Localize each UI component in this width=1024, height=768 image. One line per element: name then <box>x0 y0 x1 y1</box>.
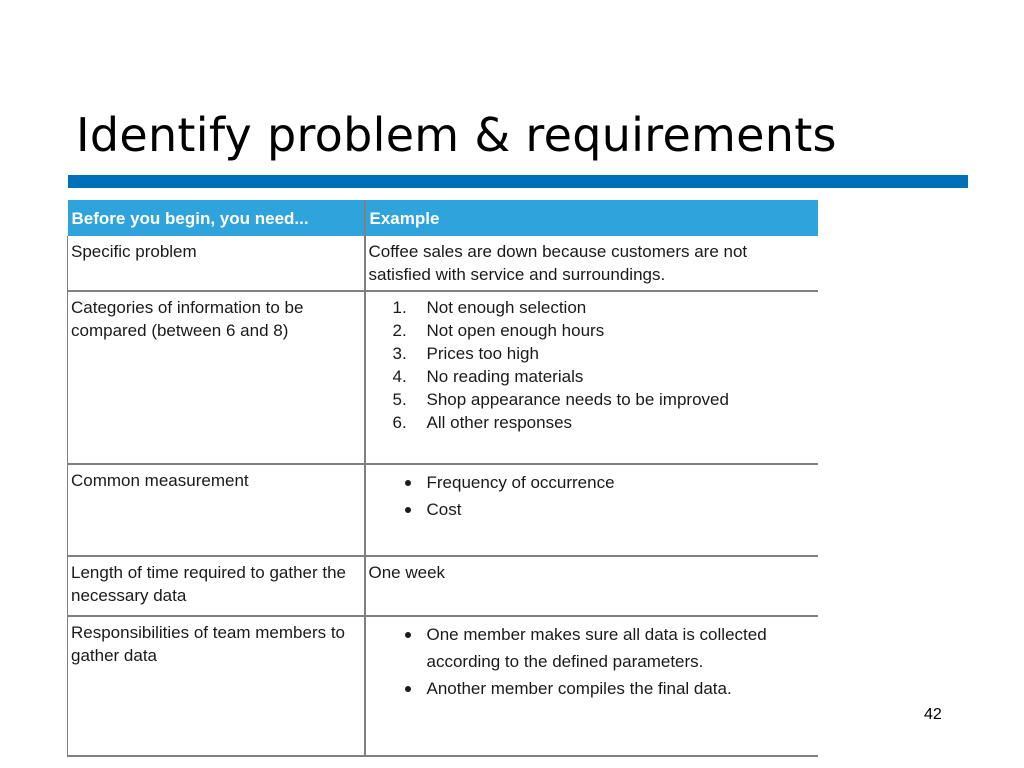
list-item <box>369 675 814 702</box>
column-header-example: Example <box>365 200 818 236</box>
column-header-requirement: Before you begin, you need... <box>68 200 365 236</box>
categories-numbered-list <box>369 296 814 434</box>
table-row-specific-problem <box>68 236 818 291</box>
bullet-icon <box>405 632 411 638</box>
list-item <box>369 342 814 365</box>
list-item-text: Cost <box>426 500 462 519</box>
table-row-common-measurement <box>68 464 818 556</box>
slide-title: Identify problem & requirements <box>76 108 837 162</box>
row-label: Categories of information to be compared (between 6 and 8) <box>68 291 365 464</box>
list-number: 2. <box>392 321 407 340</box>
list-item <box>369 296 814 319</box>
list-number: 5. <box>392 390 407 409</box>
responsibilities-bullet-list <box>369 621 814 702</box>
row-example: One week <box>365 556 818 616</box>
list-item-text: Not open enough hours <box>426 321 605 340</box>
row-example <box>365 464 818 556</box>
list-item-text: Prices too high <box>426 344 539 363</box>
list-item-text: All other responses <box>426 413 573 432</box>
list-item <box>369 365 814 388</box>
bullet-icon <box>405 480 411 486</box>
table-row-responsibilities <box>68 616 818 756</box>
bullet-icon <box>405 686 411 692</box>
list-item-text: Shop appearance needs to be improved <box>426 390 729 409</box>
list-number: 6. <box>392 413 407 432</box>
row-example: Coffee sales are down because customers are not satisfied with service and surroundings. <box>365 236 818 291</box>
list-item <box>369 496 814 523</box>
row-example <box>365 616 818 756</box>
list-item <box>369 388 814 411</box>
row-example <box>365 291 818 464</box>
list-item-text: Not enough selection <box>426 298 587 317</box>
list-item <box>369 621 814 675</box>
table-row-categories <box>68 291 818 464</box>
list-item-text: No reading materials <box>426 367 584 386</box>
row-label: Length of time required to gather the necessary data <box>68 556 365 616</box>
requirements-table-container <box>67 200 817 757</box>
list-item-text: One member makes sure all data is collected according to the defined parameters. <box>426 625 767 671</box>
list-number: 4. <box>392 367 407 386</box>
title-underline-bar <box>68 175 968 188</box>
table-header-row <box>68 200 818 236</box>
row-label: Responsibilities of team members to gather data <box>68 616 365 756</box>
measurement-bullet-list <box>369 469 814 523</box>
list-number: 1. <box>392 298 407 317</box>
row-label: Specific problem <box>68 236 365 291</box>
list-item-text: Frequency of occurrence <box>426 473 615 492</box>
row-label: Common measurement <box>68 464 365 556</box>
list-number: 3. <box>392 344 407 363</box>
bullet-icon <box>405 507 411 513</box>
page-number: 42 <box>924 706 942 723</box>
list-item <box>369 319 814 342</box>
list-item <box>369 469 814 496</box>
list-item <box>369 411 814 434</box>
requirements-table <box>67 200 818 757</box>
table-row-time-required <box>68 556 818 616</box>
list-item-text: Another member compiles the final data. <box>426 679 732 698</box>
